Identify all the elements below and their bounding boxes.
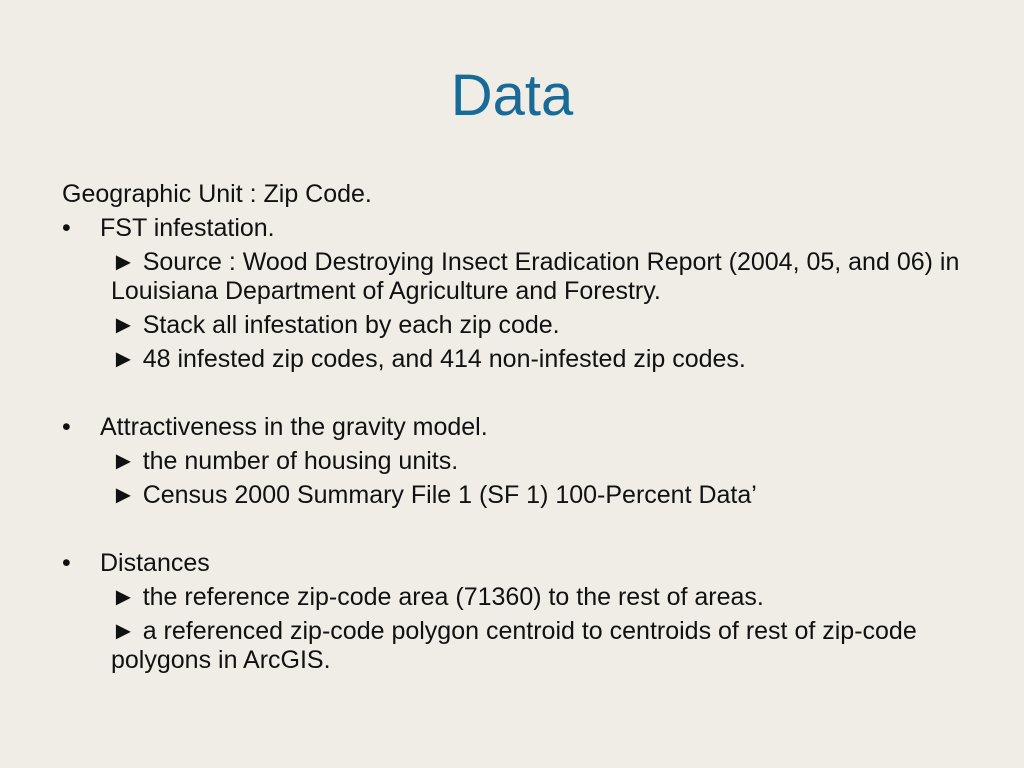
- section-heading: FST infestation.: [100, 214, 275, 242]
- spacer: [62, 515, 972, 549]
- sub-item: [100, 248, 972, 306]
- section-attractiveness: [62, 413, 972, 442]
- sub-item: ► Census 2000 Summary File 1 (SF 1) 100-Percent Data’: [111, 481, 757, 509]
- section-heading: Attractiveness in the gravity model.: [100, 413, 488, 441]
- bullet-icon: •: [62, 413, 71, 441]
- sub-item: ► the reference zip-code area (71360) to the rest of areas.: [111, 583, 764, 611]
- bullet-icon: •: [62, 214, 71, 242]
- sub-item-text: ► a referenced zip-code polygon centroid to centroids of rest of zip-code polygons in ArcGIS.: [111, 617, 917, 674]
- intro-line: Geographic Unit : Zip Code.: [62, 180, 372, 208]
- slide-body: [62, 180, 972, 680]
- section-distances: [62, 549, 972, 578]
- section-fst-infestation: [62, 214, 972, 243]
- sub-item-text: ► Source : Wood Destroying Insect Eradication Report (2004, 05, and 06) in Louisiana Department of Agriculture and Forestry.: [111, 248, 960, 305]
- bullet-icon: •: [62, 549, 71, 577]
- sub-item: ► 48 infested zip codes, and 414 non-infested zip codes.: [111, 345, 746, 373]
- sub-item: [100, 617, 972, 675]
- section-heading: Distances: [100, 549, 210, 577]
- spacer: [62, 379, 972, 413]
- sub-item: ► the number of housing units.: [111, 447, 459, 475]
- slide-title: Data: [450, 63, 574, 128]
- sub-item: ► Stack all infestation by each zip code.: [111, 311, 560, 339]
